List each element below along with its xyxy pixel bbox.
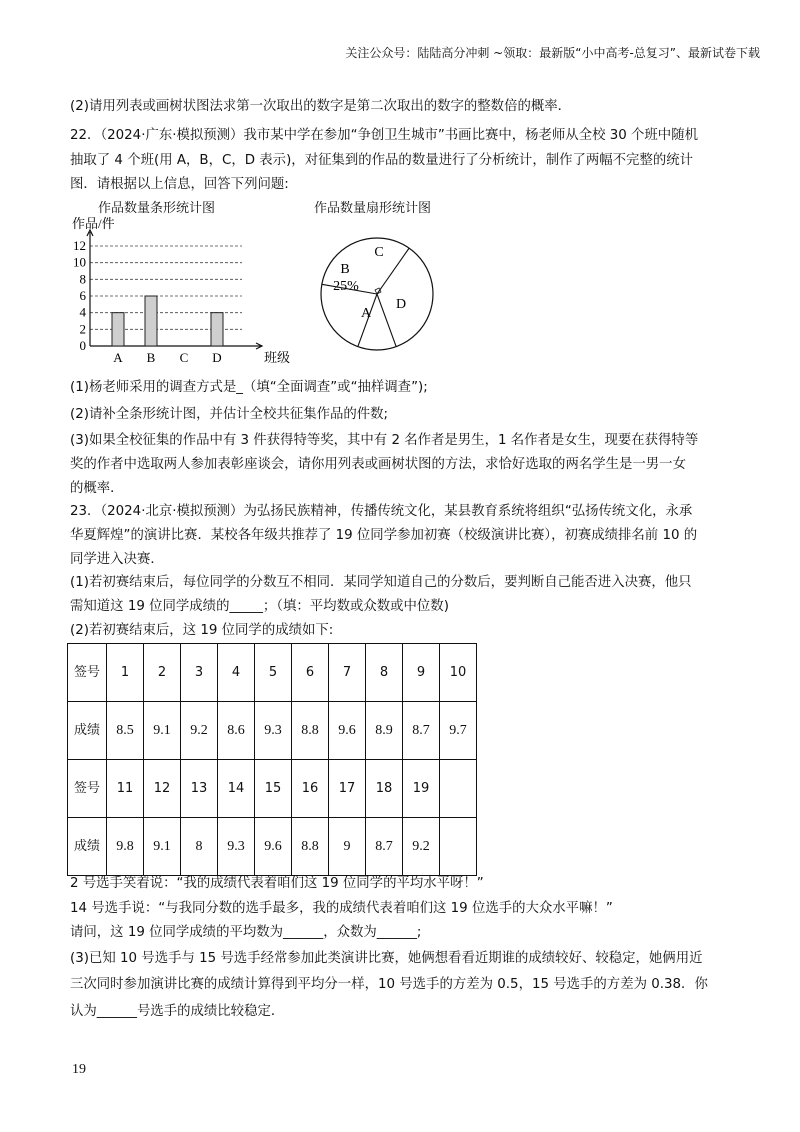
question-22-line2: 抽取了 4 个班(用 A，B，C，D 表示)，对征集到的作品的数量进行了分析统计，制作了两幅不完整的统计 bbox=[70, 153, 694, 168]
question-22-part1: (1)杨老师采用的调查方式是_（填“全面调查”或“抽样调查”); bbox=[70, 380, 428, 395]
question-22-part3-line1: (3)如果全校征集的作品中有 3 件获得特等奖，其中有 2 名作者是男生，1 名作者是女生，现要在获得特等 bbox=[70, 433, 699, 448]
y-tick-label: 12 bbox=[73, 238, 86, 253]
sign-cell bbox=[440, 760, 477, 818]
pie-chart-title: 作品数量扇形统计图 bbox=[314, 201, 432, 216]
table-row bbox=[68, 818, 477, 876]
y-axis-label: 作品/件 bbox=[72, 216, 115, 231]
sign-cell: 5 bbox=[255, 644, 292, 702]
question-23-part2-ask: 请问，这 19 位同学成绩的平均数为______，众数为______; bbox=[70, 925, 422, 940]
score-cell: 9.6 bbox=[255, 818, 292, 876]
pie-label-d: D bbox=[395, 297, 407, 312]
question-23-line1: 23．（2024·北京·模拟预测）为弘扬民族精神，传播传统文化，某县教育系统将组织“弘扬传统文化，永承 bbox=[70, 504, 693, 519]
sign-cell: 7 bbox=[329, 644, 366, 702]
score-cell: 8 bbox=[181, 818, 218, 876]
x-tick-label: B bbox=[146, 350, 156, 365]
table-row bbox=[68, 760, 477, 818]
sign-cell: 17 bbox=[329, 760, 366, 818]
question-23-part3-line3: 认为______号选手的成绩比较稳定． bbox=[70, 1004, 285, 1019]
table-row bbox=[68, 702, 477, 760]
score-cell: 9.2 bbox=[181, 702, 218, 760]
scores-table bbox=[67, 643, 477, 876]
score-cell: 8.7 bbox=[366, 818, 403, 876]
y-tick-label: 4 bbox=[79, 304, 86, 320]
sign-cell: 18 bbox=[366, 760, 403, 818]
question-22-part3-line3: 的概率． bbox=[70, 481, 124, 496]
score-cell: 9.2 bbox=[403, 818, 440, 876]
bar-chart bbox=[60, 210, 290, 370]
y-tick-label: 10 bbox=[73, 254, 86, 270]
pie-label-c: C bbox=[374, 245, 384, 260]
pie-label-a: A bbox=[360, 306, 372, 321]
sign-cell: 4 bbox=[218, 644, 255, 702]
pie-label-b-percent: 25% bbox=[333, 279, 359, 294]
sign-cell: 12 bbox=[144, 760, 181, 818]
score-cell: 8.7 bbox=[403, 702, 440, 760]
page-number: 19 bbox=[72, 1062, 86, 1077]
score-cell: 8.5 bbox=[107, 702, 144, 760]
score-cell: 8.6 bbox=[218, 702, 255, 760]
question-23-line3: 同学进入决赛． bbox=[70, 552, 164, 567]
sign-cell: 8 bbox=[366, 644, 403, 702]
sign-cell: 13 bbox=[181, 760, 218, 818]
sign-label-cell: 签号 bbox=[68, 760, 107, 818]
score-cell: 9.3 bbox=[255, 702, 292, 760]
question-23-part1-line1: (1)若初赛结束后，每位同学的分数互不相同．某同学知道自己的分数后，要判断自己能否进入决赛，他只 bbox=[70, 575, 692, 590]
bar-chart-title: 作品数量条形统计图 bbox=[98, 201, 216, 216]
sign-cell: 10 bbox=[440, 644, 477, 702]
score-cell: 8.8 bbox=[292, 818, 329, 876]
score-cell: 9.3 bbox=[218, 818, 255, 876]
y-tick-label: 2 bbox=[79, 321, 86, 337]
sign-cell: 11 bbox=[107, 760, 144, 818]
pie-chart bbox=[315, 232, 440, 357]
score-label-cell: 成绩 bbox=[68, 818, 107, 876]
bar-B bbox=[145, 296, 157, 346]
y-tick-label: 6 bbox=[79, 288, 86, 303]
score-cell bbox=[440, 818, 477, 876]
score-cell: 8.8 bbox=[292, 702, 329, 760]
score-cell: 9.7 bbox=[440, 702, 477, 760]
page-header: 关注公众号：陆陆高分冲刺 ~领取：最新版“小中高考-总复习”、最新试卷下载 bbox=[345, 46, 760, 60]
sign-cell: 3 bbox=[181, 644, 218, 702]
score-cell: 9.6 bbox=[329, 702, 366, 760]
sign-cell: 6 bbox=[292, 644, 329, 702]
x-tick-label: C bbox=[179, 350, 189, 365]
score-cell: 9.8 bbox=[107, 818, 144, 876]
question-23-part3-line2: 三次同时参加演讲比赛的成绩计算得到平均分一样，10 号选手的方差为 0.5，15 号选手的方差为 0.38．你 bbox=[70, 977, 708, 992]
y-tick-label: 8 bbox=[79, 271, 86, 287]
x-tick-label: D bbox=[212, 350, 222, 365]
sign-cell: 15 bbox=[255, 760, 292, 818]
question-23-part2: (2)若初赛结束后，这 19 位同学的成绩如下: bbox=[70, 623, 334, 638]
question-22-line3: 图．请根据以上信息，回答下列问题: bbox=[70, 177, 289, 192]
score-cell: 8.9 bbox=[366, 702, 403, 760]
bar-D bbox=[211, 313, 223, 346]
sign-cell: 2 bbox=[144, 644, 181, 702]
sign-cell: 19 bbox=[403, 760, 440, 818]
y-tick-label: 0 bbox=[79, 338, 86, 353]
score-cell: 9.1 bbox=[144, 702, 181, 760]
sign-cell: 1 bbox=[107, 644, 144, 702]
x-axis-label: 班级 bbox=[264, 350, 290, 365]
sign-cell: 16 bbox=[292, 760, 329, 818]
speaker-2-quote: 2 号选手笑着说：“我的成绩代表着咱们这 19 位同学的平均水平呀！” bbox=[70, 876, 484, 891]
question-23-part3-line1: (3)已知 10 号选手与 15 号选手经常参加此类演讲比赛，她俩想看看近期谁的成绩较好、较稳定，她俩用近 bbox=[70, 951, 703, 966]
sign-label-cell: 签号 bbox=[68, 644, 107, 702]
table-row bbox=[68, 644, 477, 702]
x-tick-label: A bbox=[113, 350, 123, 365]
question-23-part1-line2: 需知道这 19 位同学成绩的_____；（填：平均数或众数或中位数) bbox=[70, 599, 449, 614]
question-22-part3-line2: 奖的作者中选取两人参加表彰座谈会，请你用列表或画树状图的方法，求恰好选取的两名学生是一男一女 bbox=[70, 457, 686, 472]
question-22-line1: 22．（2024·广东·模拟预测）我市某中学在参加“争创卫生城市”书画比赛中，杨老师从全校 30 个班中随机 bbox=[70, 128, 698, 143]
sign-cell: 14 bbox=[218, 760, 255, 818]
question-21-part2: (2)请用列表或画树状图法求第一次取出的数字是第二次取出的数字的整数倍的概率． bbox=[70, 99, 572, 114]
question-23-line2: 华夏辉煌”的演讲比赛．某校各年级共推荐了 19 位同学参加初赛（校级演讲比赛），初赛成绩排名前 10 的 bbox=[70, 528, 698, 543]
pie-label-b: B bbox=[340, 262, 350, 277]
sign-cell: 9 bbox=[403, 644, 440, 702]
bar-A bbox=[112, 313, 124, 346]
score-cell: 9 bbox=[329, 818, 366, 876]
score-label-cell: 成绩 bbox=[68, 702, 107, 760]
speaker-14-quote: 14 号选手说：“与我同分数的选手最多，我的成绩代表着咱们这 19 位选手的大众水平嘛！” bbox=[70, 901, 613, 916]
question-22-part2: (2)请补全条形统计图，并估计全校共征集作品的件数; bbox=[70, 407, 389, 422]
score-cell: 9.1 bbox=[144, 818, 181, 876]
